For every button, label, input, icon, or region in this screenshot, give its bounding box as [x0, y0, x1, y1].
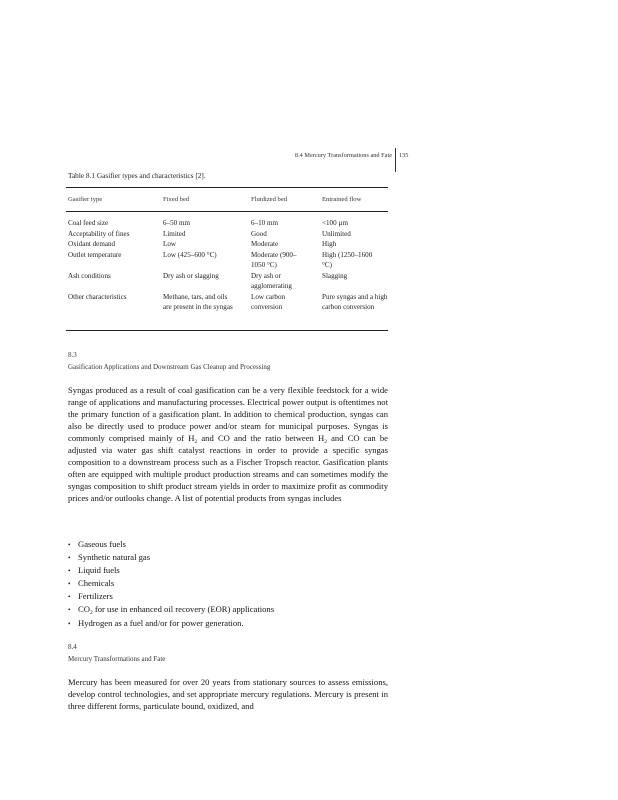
table-cell: Moderate	[251, 240, 279, 248]
table-cell: Low (425–600 °C)	[163, 251, 217, 259]
table-cell: Good	[251, 230, 267, 238]
table-cell: Methane, tars, and oils are present in the syngas	[163, 293, 233, 312]
table-cell: Pure syngas and a high carbon conversion	[322, 293, 388, 312]
table-cell: Other characteristics	[68, 293, 127, 301]
section-title: Gasification Applications and Downstream Gas Cleanup and Processing	[68, 363, 271, 371]
section-number: 8.3	[68, 351, 77, 359]
page-number: 135	[399, 152, 409, 159]
list-item-text: Hydrogen as a fuel and/or for power generation.	[78, 617, 244, 628]
list-item	[68, 577, 388, 590]
list-item	[68, 617, 388, 630]
running-header-text: 8.4 Mercury Transformations and Fate	[294, 152, 392, 159]
table-top-rule	[66, 187, 388, 188]
list-item-text: Gaseous fuels	[78, 539, 126, 549]
table-cell: Slagging	[322, 272, 348, 280]
paragraph-text: Syngas produced as a result of coal gasification can be a very flexible feedstock for a wide range of applications and manufacturing processes. Electrical power output is oftentimes not the primary function of a gasification plant. In addition to chemical production, syngas can also be directly used to produce power and/or steam for municipal purposes. Syngas is commonly comprised mainly of H	[68, 385, 388, 444]
table-header-cell: Fixed bed	[163, 196, 190, 203]
product-list	[68, 538, 388, 630]
table-bottom-rule	[66, 330, 388, 331]
table-cell: Unlimited	[322, 230, 351, 238]
paragraph-text: and CO can be adjusted via water gas shift catalyst reactions in order to provide a specific syngas composition to a downstream process such as a Fischer Tropsch reactor. Gasification plants often are equipped with multiple product production streams and can sometimes modify the syngas composition to shift product stream yields in order to maximize profit as commodity prices and/or outlooks change. A list of potential products from syngas includes	[68, 433, 388, 504]
table-cell: High	[322, 240, 337, 248]
table-cell: Dry ash or slagging	[163, 272, 219, 280]
subscript: 2	[324, 439, 327, 446]
table-header-cell: Gasifier type	[68, 196, 103, 203]
list-item	[68, 551, 388, 564]
table-header-cell: Entrained flow	[322, 196, 362, 203]
running-header	[0, 152, 618, 166]
bullet-icon: •	[68, 567, 71, 576]
body-paragraph	[68, 384, 388, 504]
table-header-cell: Fluidized bed	[251, 196, 288, 203]
table-cell: 6–50 mm	[163, 219, 190, 227]
bullet-icon: •	[68, 619, 71, 628]
table-cell: Dry ash or agglomerating	[251, 272, 292, 291]
list-item	[68, 564, 388, 577]
list-item	[68, 590, 388, 603]
table-cell: Limited	[163, 230, 186, 238]
subscript: 2	[194, 439, 198, 446]
table-cell: Low	[163, 240, 177, 248]
bullet-icon: •	[68, 541, 71, 549]
list-item-text: CO	[78, 604, 90, 615]
table-cell: <100 µm	[322, 219, 349, 227]
list-item	[68, 603, 388, 616]
bullet-icon: •	[68, 554, 71, 563]
subscript: 2	[89, 610, 93, 617]
list-item-text: Synthetic natural gas	[78, 552, 151, 563]
table-cell: Moderate (900–1050 °C)	[251, 251, 297, 270]
table-header-rule	[66, 211, 388, 212]
table-cell: Coal feed size	[68, 219, 109, 227]
section-title: Mercury Transformations and Fate	[68, 655, 166, 663]
bullet-icon: •	[68, 580, 71, 589]
table-cell: High (1250–1600 °C)	[322, 251, 373, 270]
list-item	[68, 538, 388, 551]
paragraph-text: and CO and the ratio between H	[197, 433, 325, 444]
table-cell: 6–10 mm	[251, 219, 278, 227]
header-divider	[395, 148, 396, 172]
table-cell: Acceptability of fines	[68, 230, 130, 238]
bullet-icon: •	[68, 606, 71, 615]
table-cell: Ash conditions	[68, 272, 111, 280]
list-item-text: Chemicals	[78, 578, 115, 589]
table-cell: Oxidant demand	[68, 240, 116, 248]
list-item-text: for use in enhanced oil recovery (EOR) applications	[92, 604, 275, 615]
table-caption: Table 8.1 Gasifier types and characteristics [2].	[68, 171, 206, 180]
body-paragraph: Mercury has been measured for over 20 years from stationary sources to assess emissions, develop control technologies, and set appropriate mercury regulations. Mercury is present in three different forms, particulate bound, oxidized, and	[68, 677, 388, 712]
bullet-icon: •	[68, 593, 71, 602]
table-cell: Low carbon conversion	[251, 293, 286, 312]
section-number: 8.4	[68, 643, 77, 651]
list-item-text: Fertilizers	[78, 591, 113, 602]
list-item-text: Liquid fuels	[78, 565, 120, 576]
table-cell: Outlet temperature	[68, 251, 122, 259]
